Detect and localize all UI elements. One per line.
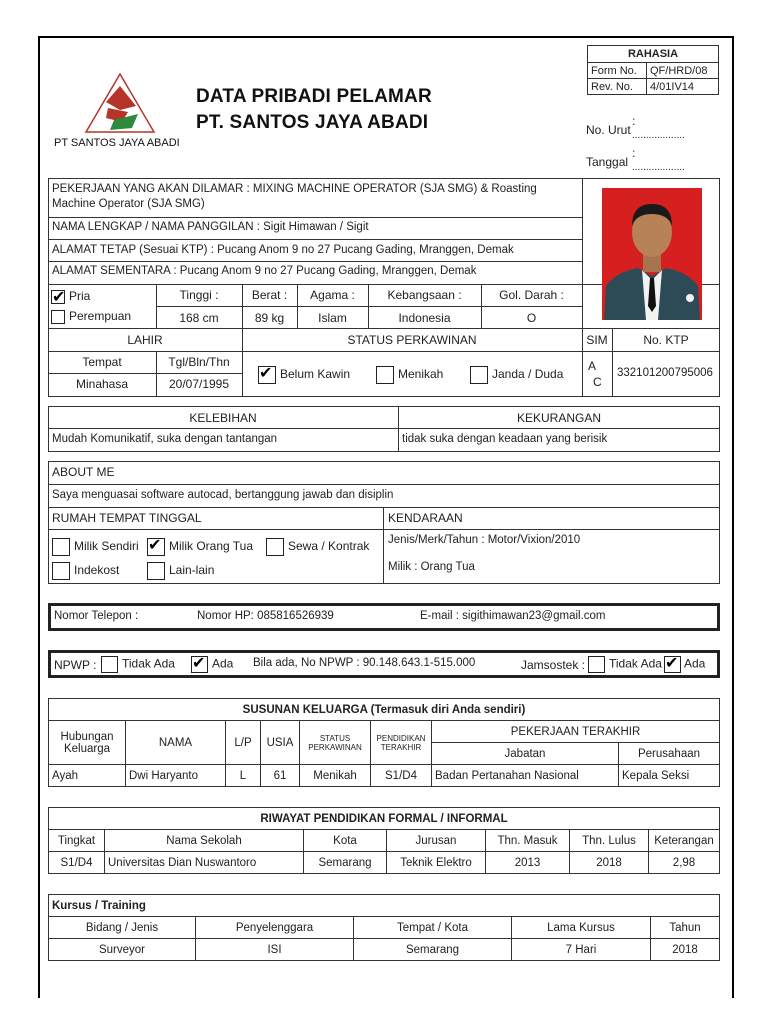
milik-sendiri-label: Milik Sendiri [74, 539, 139, 554]
npwp-tidak-ada-checkbox[interactable] [101, 656, 175, 673]
form-title: DATA PRIBADI PELAMAR [196, 86, 432, 107]
kekurangan-value: tidak suka dengan keadaan yang berisik [402, 433, 608, 445]
janda-checkbox[interactable] [470, 366, 563, 384]
header-cell: Nama Sekolah [105, 830, 304, 852]
header-cell: Keterangan [649, 830, 720, 852]
jamsostek-ada-checkbox[interactable] [664, 656, 705, 673]
milik-orang-tua-label: Milik Orang Tua [169, 539, 254, 554]
about-text: Saya menguasai software autocad, bertanggung jawab dan disiplin [52, 489, 394, 501]
goldarah-label: Gol. Darah : [499, 288, 564, 302]
header-cell: Tingkat [49, 830, 105, 852]
sim-c-value: C [593, 375, 602, 389]
alamat-sementara-field: ALAMAT SEMENTARA : Pucang Anom 9 no 27 Pucang Gading, Mranggen, Demak [52, 265, 477, 277]
cell: Kepala Seksi [619, 765, 720, 787]
sewa-checkbox[interactable] [266, 538, 369, 556]
tgl-label: Tgl/Bln/Thn [168, 355, 230, 369]
nama-header: NAMA [126, 721, 226, 765]
cell: Semarang [354, 939, 512, 961]
kebangsaan-label: Kebangsaan : [387, 288, 462, 302]
alamat-tetap-field: ALAMAT TETAP (Sesuai KTP) : Pucang Anom 9 no 27 Pucang Gading, Mranggen, Demak [52, 244, 514, 256]
milik-sendiri-checkbox[interactable] [52, 538, 139, 556]
about-label: ABOUT ME [52, 465, 115, 479]
header-cell: Tahun [651, 917, 720, 939]
menikah-label: Menikah [398, 367, 444, 382]
ktp-label: No. KTP [643, 333, 689, 347]
tanggal-colon: : [632, 146, 636, 160]
table-row [49, 939, 720, 961]
kursus-title: Kursus / Training [49, 895, 720, 917]
perusahaan-header: Perusahaan [619, 743, 720, 765]
table-row [49, 852, 720, 874]
sewa-label: Sewa / Kontrak [288, 539, 370, 554]
table-row [49, 765, 720, 787]
kursus-table [48, 894, 720, 961]
rev-no-label: Rev. No. [588, 79, 647, 95]
status-header: STATUS PERKAWINAN [300, 721, 371, 765]
email-value: E-mail : sigithimawan23@gmail.com [420, 610, 606, 622]
no-urut-dots: ................... [632, 130, 685, 141]
milik-orang-tua-checkbox[interactable] [147, 538, 253, 556]
nama-field: NAMA LENGKAP / NAMA PANGGILAN : Sigit Himawan / Sigit [52, 221, 369, 233]
goldarah-value: O [526, 311, 537, 325]
lahir-label: LAHIR [127, 333, 163, 347]
usia-header: USIA [261, 721, 300, 765]
jamsostek-tidak-ada-checkbox[interactable] [588, 656, 662, 673]
belum-kawin-checkbox[interactable] [258, 366, 350, 384]
cell: S1/D4 [371, 765, 432, 787]
ktp-value: 332101200795006 [617, 367, 713, 379]
cell: L [226, 765, 261, 787]
applicant-photo [602, 188, 702, 320]
tempat-label: Tempat [82, 355, 122, 369]
jabatan-header: Jabatan [432, 743, 619, 765]
kendaraan-jenis: Jenis/Merk/Tahun : Motor/Vixion/2010 [388, 534, 581, 546]
header-cell: Jurusan [387, 830, 486, 852]
agama-value: Islam [318, 311, 347, 325]
cell: Ayah [49, 765, 126, 787]
rumah-label: RUMAH TEMPAT TINGGAL [52, 511, 202, 525]
cell: Universitas Dian Nuswantoro [105, 852, 304, 874]
cell: Semarang [304, 852, 387, 874]
cell: Teknik Elektro [387, 852, 486, 874]
tanggal-label: Tanggal [586, 155, 629, 169]
cell: 2018 [651, 939, 720, 961]
jamsostek-ada-label: Ada [684, 656, 706, 671]
janda-label: Janda / Duda [492, 367, 564, 382]
tgl-value: 20/07/1995 [168, 377, 230, 391]
cell: 2013 [486, 852, 570, 874]
keluarga-table [48, 698, 720, 787]
pria-label: Pria [69, 289, 91, 303]
company-title: PT. SANTOS JAYA ABADI [196, 112, 429, 133]
hubungan-header: Hubungan Keluarga [49, 721, 126, 765]
npwp-ada-label: Ada [212, 656, 234, 671]
keluarga-title: SUSUNAN KELUARGA (Termasuk diri Anda sendiri) [49, 699, 720, 721]
company-logo [84, 72, 156, 134]
tanggal-dots: ................... [632, 162, 685, 173]
header-cell: Penyelenggara [196, 917, 354, 939]
lain-lain-label: Lain-lain [169, 563, 215, 578]
cell: Badan Pertanahan Nasional [432, 765, 619, 787]
npwp-number: Bila ada, No NPWP : 90.148.643.1-515.000 [253, 657, 476, 669]
telepon-label: Nomor Telepon : [54, 610, 139, 622]
form-no-label: Form No. [588, 63, 647, 79]
cell: Surveyor [49, 939, 196, 961]
sim-a-value: A [588, 359, 597, 373]
perempuan-checkbox[interactable] [51, 309, 131, 324]
jamsostek-label: Jamsostek : [521, 658, 586, 672]
header-cell: Tempat / Kota [354, 917, 512, 939]
form-info-table [587, 45, 719, 95]
agama-label: Agama : [310, 288, 355, 302]
kendaraan-milik: Milik : Orang Tua [388, 561, 475, 573]
cell: 61 [261, 765, 300, 787]
npwp-ada-checkbox[interactable] [191, 656, 233, 673]
pekerjaan-field: PEKERJAAN YANG AKAN DILAMAR : MIXING MACHINE OPERATOR (SJA SMG) & Roasting Machine Operator (SJA SMG) [52, 183, 537, 210]
header-cell: Bidang / Jenis [49, 917, 196, 939]
npwp-tidak-ada-label: Tidak Ada [122, 656, 175, 671]
kendaraan-label: KENDARAAN [388, 511, 463, 525]
no-urut-label: No. Urut [586, 123, 631, 137]
cell: 2,98 [649, 852, 720, 874]
header-cell: Thn. Lulus [570, 830, 649, 852]
header-cell: Kota [304, 830, 387, 852]
cell: ISI [196, 939, 354, 961]
pendidikan-title: RIWAYAT PENDIDIKAN FORMAL / INFORMAL [49, 808, 720, 830]
berat-label: Berat : [251, 288, 288, 302]
tinggi-label: Tinggi : [179, 288, 219, 302]
contact-section [48, 603, 720, 631]
hp-value: Nomor HP: 085816526939 [197, 610, 334, 622]
jamsostek-tidak-ada-label: Tidak Ada [609, 656, 662, 671]
kelebihan-value: Mudah Komunikatif, suka dengan tantangan [52, 433, 278, 445]
pendidikan-header: PENDIDIKAN TERAKHIR [371, 721, 432, 765]
perempuan-label: Perempuan [69, 309, 132, 323]
status-perkawinan-label: STATUS PERKAWINAN [347, 333, 477, 347]
kelebihan-label: KELEBIHAN [189, 411, 257, 425]
header-cell: Lama Kursus [512, 917, 651, 939]
sim-label: SIM [586, 333, 608, 347]
npwp-label: NPWP : [54, 658, 97, 672]
header-cell: Thn. Masuk [486, 830, 570, 852]
person-icon [602, 188, 702, 320]
cell: 7 Hari [512, 939, 651, 961]
pendidikan-table [48, 807, 720, 874]
cell: Dwi Haryanto [126, 765, 226, 787]
belum-kawin-label: Belum Kawin [280, 367, 351, 382]
form-no-value: QF/HRD/08 [647, 63, 719, 79]
rahasia-label: RAHASIA [588, 46, 719, 63]
logo-icon [84, 72, 156, 134]
kekurangan-label: KEKURANGAN [516, 411, 602, 425]
menikah-checkbox[interactable] [376, 366, 443, 384]
kebangsaan-value: Indonesia [398, 311, 451, 325]
lain-lain-checkbox[interactable] [147, 562, 214, 580]
logo-text: PT SANTOS JAYA ABADI [54, 137, 180, 149]
cell: 2018 [570, 852, 649, 874]
rev-no-value: 4/01IV14 [647, 79, 719, 95]
no-urut-colon: : [632, 114, 636, 128]
lp-header: L/P [226, 721, 261, 765]
tempat-value: Minahasa [75, 377, 129, 391]
berat-value: 89 kg [254, 311, 285, 325]
cell: Menikah [300, 765, 371, 787]
pria-checkbox[interactable] [51, 289, 90, 304]
indekost-label: Indekost [74, 563, 120, 578]
indekost-checkbox[interactable] [52, 562, 119, 580]
pekerjaan-header: PEKERJAAN TERAKHIR [432, 721, 720, 743]
cell: S1/D4 [49, 852, 105, 874]
tinggi-value: 168 cm [179, 311, 219, 325]
